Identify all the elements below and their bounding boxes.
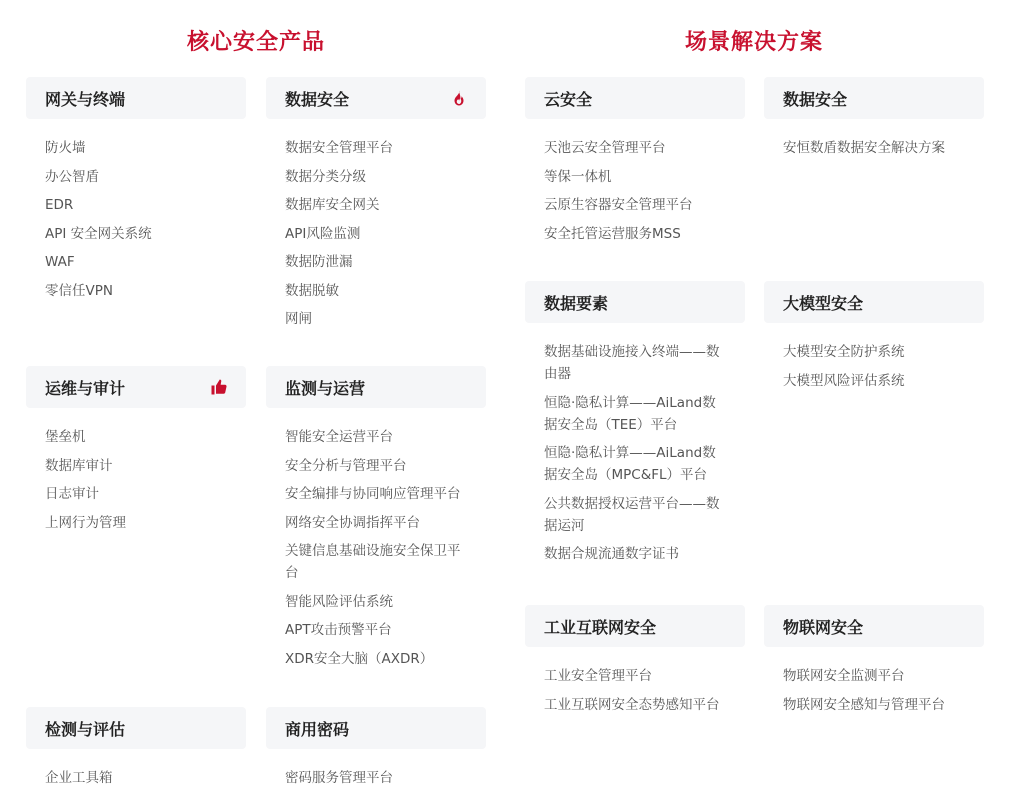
list-item[interactable]: XDR安全大脑（AXDR） — [285, 650, 434, 667]
list-item[interactable]: 安全分析与管理平台 — [285, 457, 407, 474]
list-item[interactable]: 大模型风险评估系统 — [783, 372, 905, 389]
list-item[interactable]: 日志审计 — [45, 486, 99, 502]
card-datasec — [266, 77, 486, 337]
list-item[interactable]: 等保一体机 — [544, 168, 612, 185]
card-item-list — [764, 647, 984, 716]
card-ops — [26, 366, 246, 540]
list-item[interactable]: 数据安全管理平台 — [285, 140, 393, 156]
list-item[interactable]: 智能风险评估系统 — [285, 593, 393, 610]
list-item[interactable]: 云原生容器安全管理平台 — [544, 197, 693, 213]
list-item[interactable]: 数据脱敏 — [285, 282, 339, 299]
card-title: 检测与评估 — [45, 719, 126, 739]
card-item-list — [26, 749, 246, 789]
list-item[interactable]: 安恒数盾数据安全解决方案 — [783, 140, 945, 156]
list-item[interactable]: API风险监测 — [285, 225, 361, 242]
card-title: 网关与终端 — [45, 89, 126, 109]
card-title: 大模型安全 — [783, 293, 864, 313]
card-item-list — [525, 323, 745, 565]
solutions-title: 场景解决方案 — [684, 30, 823, 55]
list-item[interactable]: 上网行为管理 — [45, 514, 126, 531]
list-item[interactable]: 智能安全运营平台 — [285, 429, 393, 445]
list-item[interactable]: 安全托管运营服务MSS — [544, 225, 681, 242]
card-title: 商用密码 — [285, 719, 350, 739]
list-item[interactable]: API 安全网关系统 — [45, 225, 152, 242]
card-title: 数据要素 — [544, 293, 609, 313]
card-item-list — [764, 323, 984, 392]
list-item[interactable]: 物联网安全感知与管理平台 — [783, 696, 945, 713]
card-crypto — [266, 707, 486, 796]
card-title: 运维与审计 — [45, 378, 126, 398]
list-item[interactable]: 数据库审计 — [45, 457, 113, 474]
card-detect — [26, 707, 246, 796]
list-item[interactable]: 数据基础设施接入终端——数由器 — [544, 344, 720, 382]
card-item-list — [266, 408, 486, 670]
card-item-list — [266, 119, 486, 330]
card-title: 云安全 — [544, 89, 593, 109]
card-llm — [764, 281, 984, 398]
list-item[interactable]: 关键信息基础设施安全保卫平台 — [285, 543, 461, 581]
card-item-list — [266, 749, 486, 789]
card-gateway — [26, 77, 246, 308]
list-item[interactable]: 数据分类分级 — [285, 168, 366, 185]
card-header[interactable] — [764, 77, 984, 119]
list-item[interactable]: WAF — [45, 254, 75, 270]
list-item[interactable]: 数据库安全网关 — [285, 197, 380, 213]
card-title: 监测与运营 — [285, 378, 366, 398]
card-dataelem — [525, 281, 745, 572]
list-item[interactable]: 安全编排与协同响应管理平台 — [285, 486, 461, 502]
list-item[interactable]: 工业互联网安全态势感知平台 — [544, 696, 720, 713]
list-item[interactable]: 堡垒机 — [45, 429, 86, 445]
list-item[interactable]: 公共数据授权运营平台——数据运河 — [544, 495, 720, 534]
list-item[interactable]: 企业工具箱 — [45, 770, 113, 786]
card-title: 数据安全 — [285, 89, 350, 109]
card-item-list — [26, 119, 246, 302]
card-header[interactable] — [26, 707, 246, 749]
card-header[interactable] — [525, 605, 745, 647]
list-item[interactable]: 办公智盾 — [45, 168, 99, 185]
card-header[interactable] — [26, 366, 246, 408]
list-item[interactable]: 网闸 — [285, 311, 312, 327]
card-header[interactable] — [764, 605, 984, 647]
card-title: 数据安全 — [783, 89, 848, 109]
card-header[interactable] — [266, 707, 486, 749]
card-header[interactable] — [26, 77, 246, 119]
card-iot — [764, 605, 984, 722]
fire-icon — [450, 89, 468, 107]
list-item[interactable]: 密码服务管理平台 — [285, 770, 393, 786]
list-item[interactable]: EDR — [45, 197, 74, 213]
list-item[interactable]: 物联网安全监测平台 — [783, 668, 905, 684]
core-products-title: 核心安全产品 — [186, 30, 325, 55]
card-scene-datasec — [764, 77, 984, 166]
card-item-list — [525, 647, 745, 716]
list-item[interactable]: 恒隐·隐私计算——AiLand数据安全岛（MPC&FL）平台 — [544, 445, 716, 483]
card-item-list — [764, 119, 984, 159]
list-item[interactable]: 工业安全管理平台 — [544, 668, 652, 684]
thumbs-up-icon — [210, 378, 228, 396]
card-title: 物联网安全 — [783, 617, 864, 637]
card-industrial — [525, 605, 745, 722]
list-item[interactable]: APT攻击预警平台 — [285, 622, 392, 638]
list-item[interactable]: 大模型安全防护系统 — [783, 344, 905, 360]
card-title: 工业互联网安全 — [544, 617, 657, 637]
card-header[interactable] — [266, 366, 486, 408]
list-item[interactable]: 零信任VPN — [45, 282, 113, 299]
list-item[interactable]: 恒隐·隐私计算——AiLand数据安全岛（TEE）平台 — [544, 394, 716, 433]
list-item[interactable]: 天池云安全管理平台 — [544, 140, 666, 156]
card-header[interactable] — [525, 281, 745, 323]
list-item[interactable]: 数据防泄漏 — [285, 254, 353, 270]
list-item[interactable]: 防火墙 — [45, 140, 86, 156]
card-monitor — [266, 366, 486, 676]
card-header[interactable] — [266, 77, 486, 119]
card-item-list — [26, 408, 246, 534]
card-header[interactable] — [525, 77, 745, 119]
list-item[interactable]: 网络安全协调指挥平台 — [285, 514, 420, 531]
card-item-list — [525, 119, 745, 245]
card-cloud — [525, 77, 745, 251]
card-header[interactable] — [764, 281, 984, 323]
list-item[interactable]: 数据合规流通数字证书 — [544, 546, 679, 562]
